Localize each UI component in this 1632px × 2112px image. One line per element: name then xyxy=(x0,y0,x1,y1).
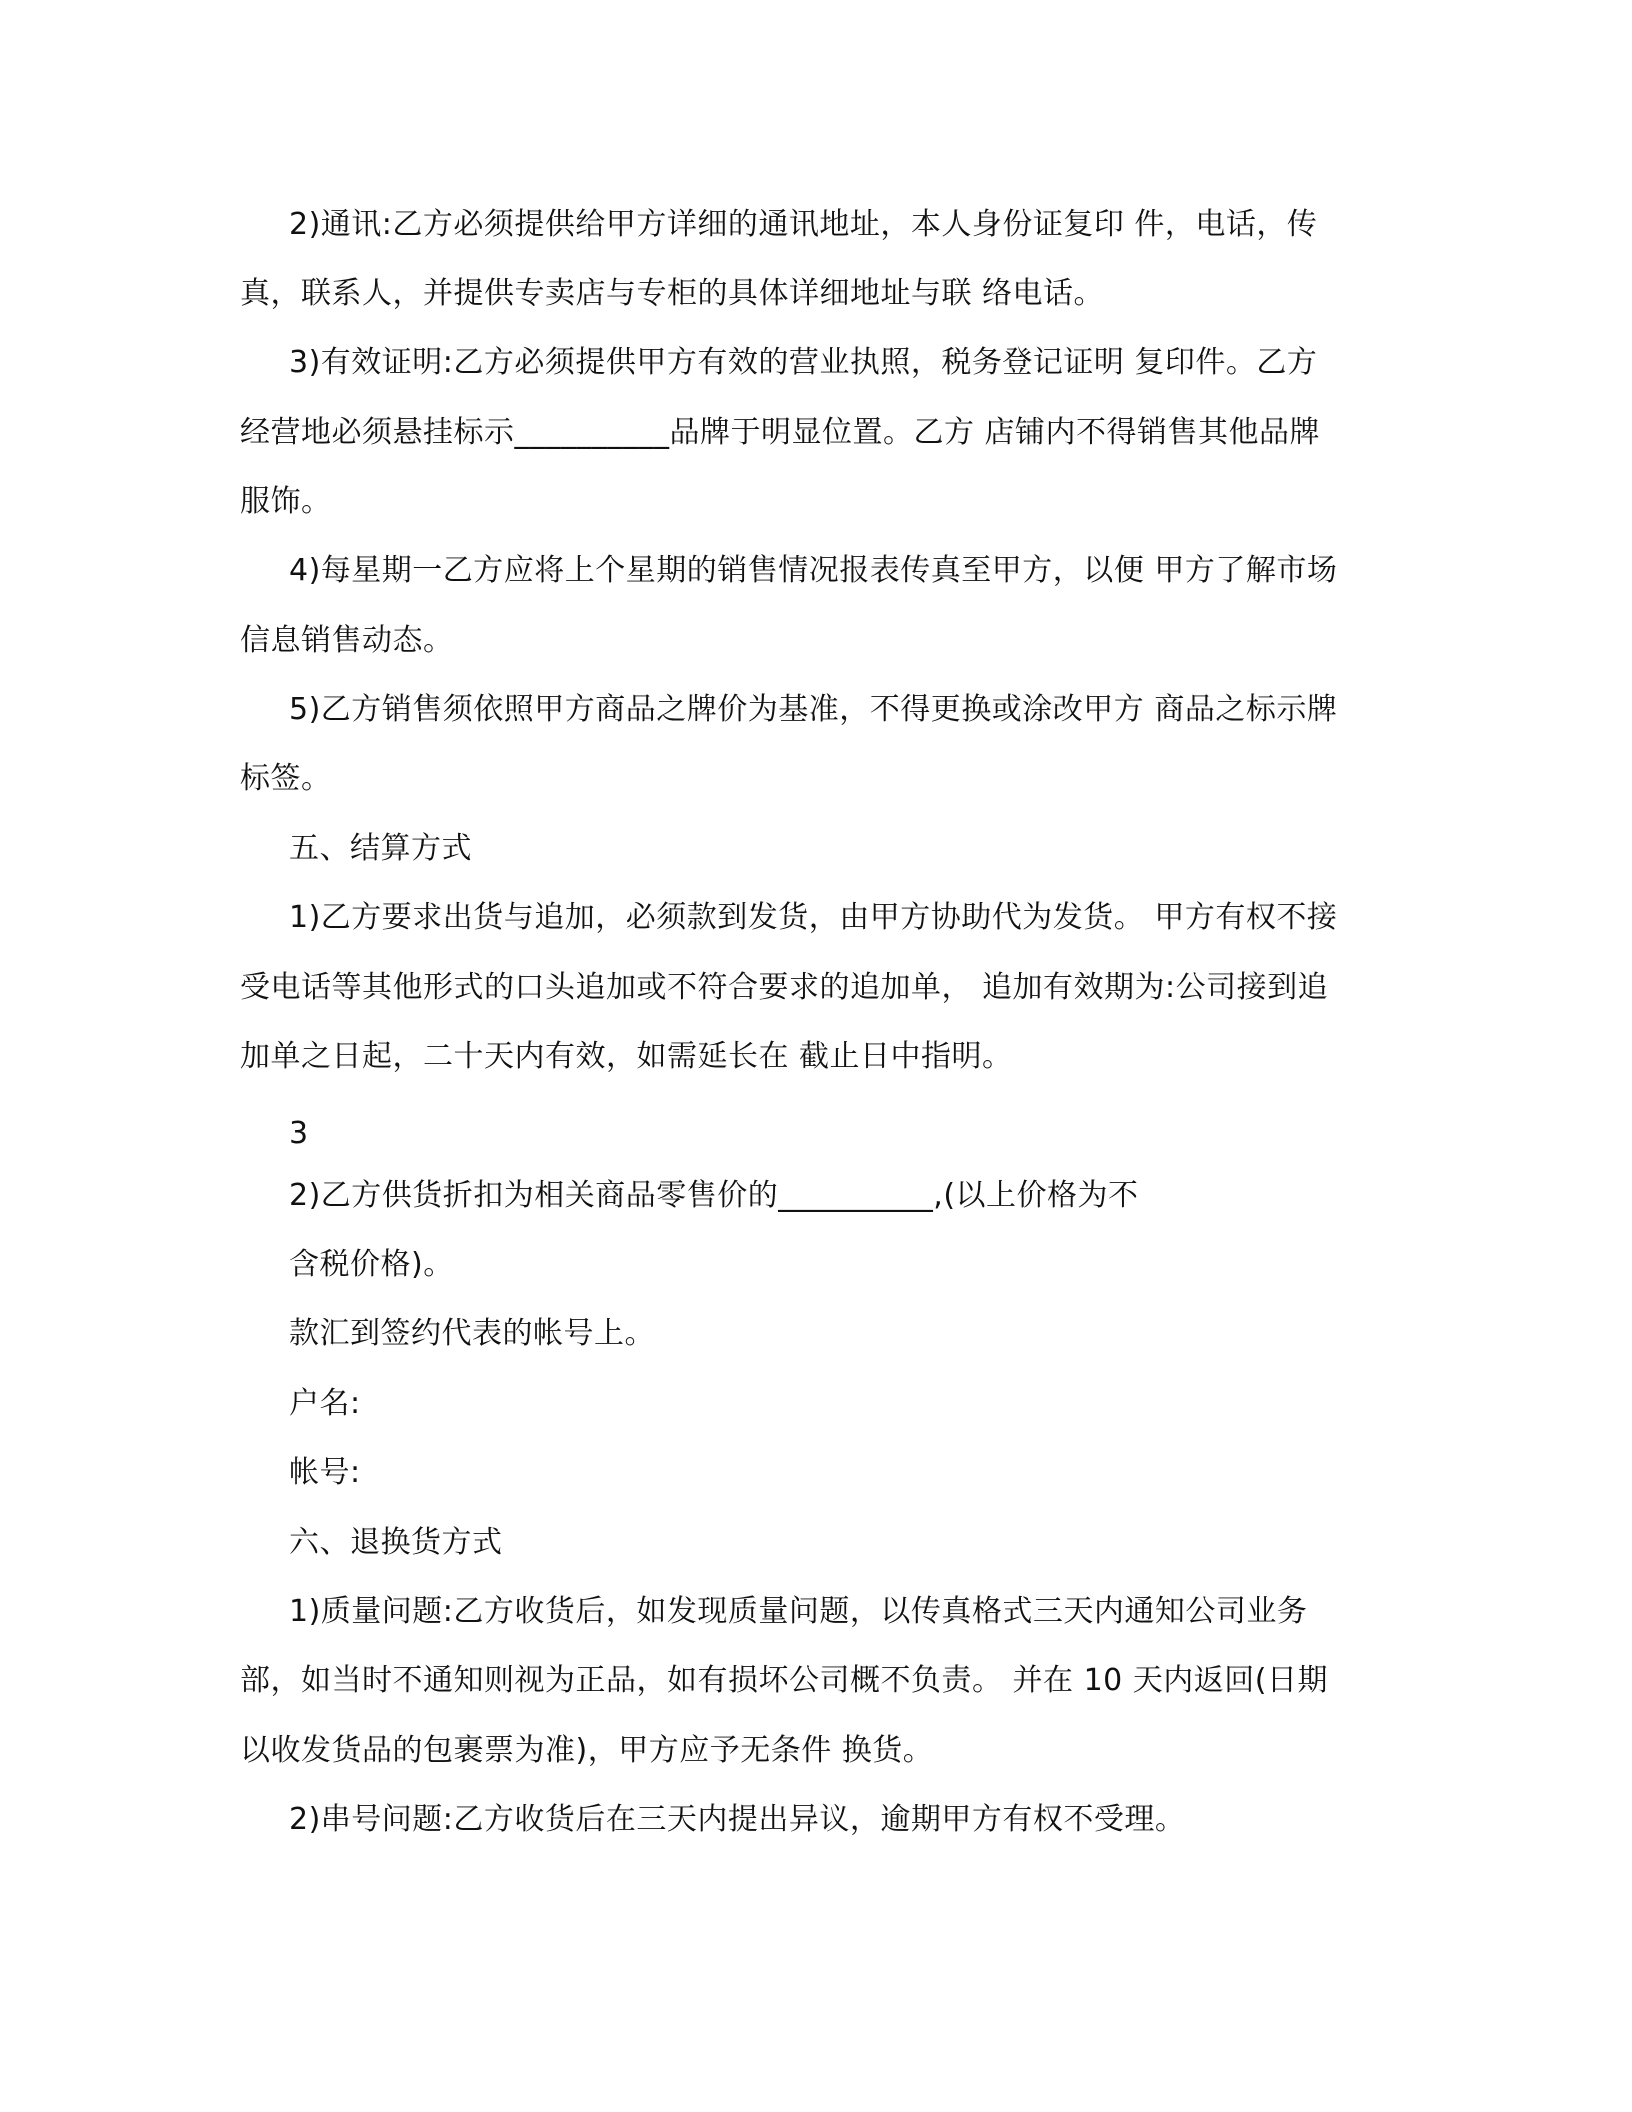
page-number: 3 xyxy=(289,1116,309,1151)
paragraph-line: 经营地必须悬挂标示__________品牌于明显位置。乙方 店铺内不得销售其他品牌 xyxy=(240,415,1321,450)
section-heading: 五、结算方式 xyxy=(289,831,472,866)
paragraph-line: 受电话等其他形式的口头追加或不符合要求的追加单， 追加有效期为:公司接到追 xyxy=(240,970,1329,1005)
paragraph-line: 服饰。 xyxy=(240,484,332,519)
paragraph-line: 1)乙方要求出货与追加，必须款到发货，由甲方协助代为发货。 甲方有权不接 xyxy=(289,900,1338,935)
paragraph-line: 5)乙方销售须依照甲方商品之牌价为基准，不得更换或涂改甲方 商品之标示牌 xyxy=(289,692,1338,727)
paragraph-line: 以收发货品的包裹票为准)，甲方应予无条件 换货。 xyxy=(240,1733,934,1768)
paragraph-line: 2)通讯:乙方必须提供给甲方详细的通讯地址，本人身份证复印 件，电话，传 xyxy=(289,207,1318,242)
paragraph-line: 4)每星期一乙方应将上个星期的销售情况报表传真至甲方，以便 甲方了解市场 xyxy=(289,553,1338,588)
paragraph-line: 2)串号问题:乙方收货后在三天内提出异议，逾期甲方有权不受理。 xyxy=(289,1802,1186,1837)
paragraph-line: 含税价格)。 xyxy=(289,1247,454,1282)
paragraph-line: 加单之日起，二十天内有效，如需延长在 截止日中指明。 xyxy=(240,1039,1013,1074)
paragraph-line: 款汇到签约代表的帐号上。 xyxy=(289,1316,655,1351)
section-heading: 六、退换货方式 xyxy=(289,1525,503,1560)
paragraph-line: 1)质量问题:乙方收货后，如发现质量问题，以传真格式三天内通知公司业务 xyxy=(289,1594,1308,1629)
paragraph-line: 2)乙方供货折扣为相关商品零售价的__________,(以上价格为不 xyxy=(289,1178,1139,1213)
account-number-label: 帐号: xyxy=(289,1455,361,1490)
paragraph-line: 信息销售动态。 xyxy=(240,623,454,658)
paragraph-line: 真，联系人，并提供专卖店与专柜的具体详细地址与联 络电话。 xyxy=(240,276,1105,311)
paragraph-line: 部，如当时不通知则视为正品，如有损坏公司概不负责。 并在 10 天内返回(日期 xyxy=(240,1663,1328,1698)
paragraph-line: 3)有效证明:乙方必须提供甲方有效的营业执照，税务登记证明 复印件。乙方 xyxy=(289,345,1318,380)
account-name-label: 户名: xyxy=(289,1386,361,1421)
paragraph-line: 标签。 xyxy=(240,761,332,796)
